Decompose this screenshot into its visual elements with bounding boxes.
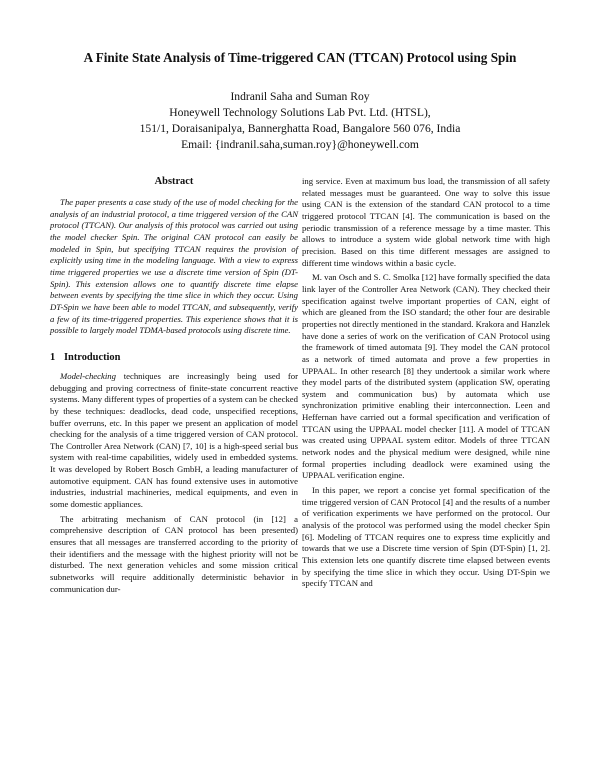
intro-paragraph-1 [50, 371, 298, 511]
author-affiliation: Honeywell Technology Solutions Lab Pvt. Ltd. (HTSL), [169, 106, 431, 119]
section-number: 1 [50, 351, 56, 363]
section-heading-introduction [50, 352, 298, 364]
author-address: 151/1, Doraisanipalya, Bannerghatta Road, Bangalore 560 076, India [139, 122, 461, 135]
intro-paragraph-2-continued: ing service. Even at maximum bus load, the transmission of all safety related messages must be guaranteed. One way to solve this issue using CAN is the extension of the standard CAN protocol to a time triggered protocol TTCAN [4]. The communication is based on the periodic transmission of a reference message by a time master. This allows to introduce a system wide global network time with high precision. Based on this time different messages are assigned to different time windows within a basic cycle. [302, 176, 550, 268]
author-names: Indranil Saha and Suman Roy [230, 90, 370, 103]
abstract-heading: Abstract [154, 176, 194, 187]
section-title: Introduction [64, 351, 121, 363]
paper-title: A Finite State Analysis of Time-triggered CAN (TTCAN) Protocol using Spin [83, 50, 517, 65]
intro-paragraph-2-start: The arbitrating mechanism of CAN protocol (in [12] a comprehensive description of CAN protocol has been presented) ensures that all messages are transferred according to the priority of their identifiers and the message with the highest priority will not be disturbed. The next generation vehicles and some mission critical subnetworks will require additionally deterministic behavior in communication dur- [50, 513, 298, 594]
author-email: Email: {indranil.saha,suman.roy}@honeywell.com [181, 138, 419, 151]
abstract-text: The paper presents a case study of the use of model checking for the analysis of an industrial protocol, a time triggered version of the CAN protocol (TTCAN). Our analysis of this protocol was carried out using the model checker Spin. The original CAN protocol can easily be modeled in Spin, but specifying TTCAN requires the provision of explicitly using time in the modeling language. With a view to express time triggered properties we use a discrete time version of Spin (DT-Spin). This extension allows one to quantify discrete time elapse between events by specifying the time slice in which they occur. Using DT-Spin we have been able to model TTCAN, and subsequently, verify a few of its time-triggered properties. This experience shows that it is possible to largely model TDMA-based protocols using discrete time. [50, 197, 298, 336]
intro-paragraph-1-text: techniques are increasingly being used for debugging and proving correctness of finite-state concurrent reactive systems. Many different types of properties of a system can be checked by these techniques: deadlocks, dead code, unspecified receptions, buffer overruns, etc. In this paper we present an application of model checking for the analysis of a time triggered version of CAN protocol. The Controller Area Network (CAN) [7, 10] is a high-speed serial bus system with real-time capabilities, widely used in embedded systems. It was developed by Robert Bosch GmbH, a leading manufacturer of automotive equipment. CAN has found extensive uses in automotive industries, industrial machineries, medical equipments, and even in some domestic appliances. [50, 370, 298, 510]
model-checking-term: Model-checking [60, 370, 116, 381]
right-column [302, 176, 550, 590]
intro-paragraph-4: In this paper, we report a concise yet formal specification of the time triggered version of CAN Protocol [4] and the results of a number of verification experiments we have performed on the protocol. Our analysis of the protocol was performed using the model checker Spin [6]. Modeling of TTCAN requires one to express time explicitly and towards that we use a Discrete time version of Spin (DT-Spin) [1, 2]. This extension lets one quantify discrete time elapsed between events by specifying the time slice in which they occur. Using DT-Spin we specify TTCAN and [302, 485, 550, 589]
intro-paragraph-3: M. van Osch and S. C. Smolka [12] have formally specified the data link layer of the Controller Area Network (CAN). They checked their specification against twelve important properties of CAN, eight of which are gleaned from the ISO standard; the other four are desirable properties not directly mentioned in the standard. Krakora and Hanzlek have done a series of work on the verification of CAN Protocol using the framework of timed automata [9]. They model the CAN protocol as a network of timed automata and prove a few properties in UPPAAL. In other research [8] they undertook a similar work where they model parts of the distributed system (application SW, operating system and communication bus) by automata which use synchronization primitive enabling their interconnection. Leen and Heffernan have carried out a formal specification and verification of TTCAN using the UPPAAL model checker [11]. A model of TTCAN was created using UPPAAL system editor. Models of three TTCAN network nodes and the physical medium were designed, while nine formal properties including deadlock were examined using the UPPAAL verification engine. [302, 272, 550, 481]
left-column [50, 176, 298, 595]
author-block [40, 89, 560, 153]
